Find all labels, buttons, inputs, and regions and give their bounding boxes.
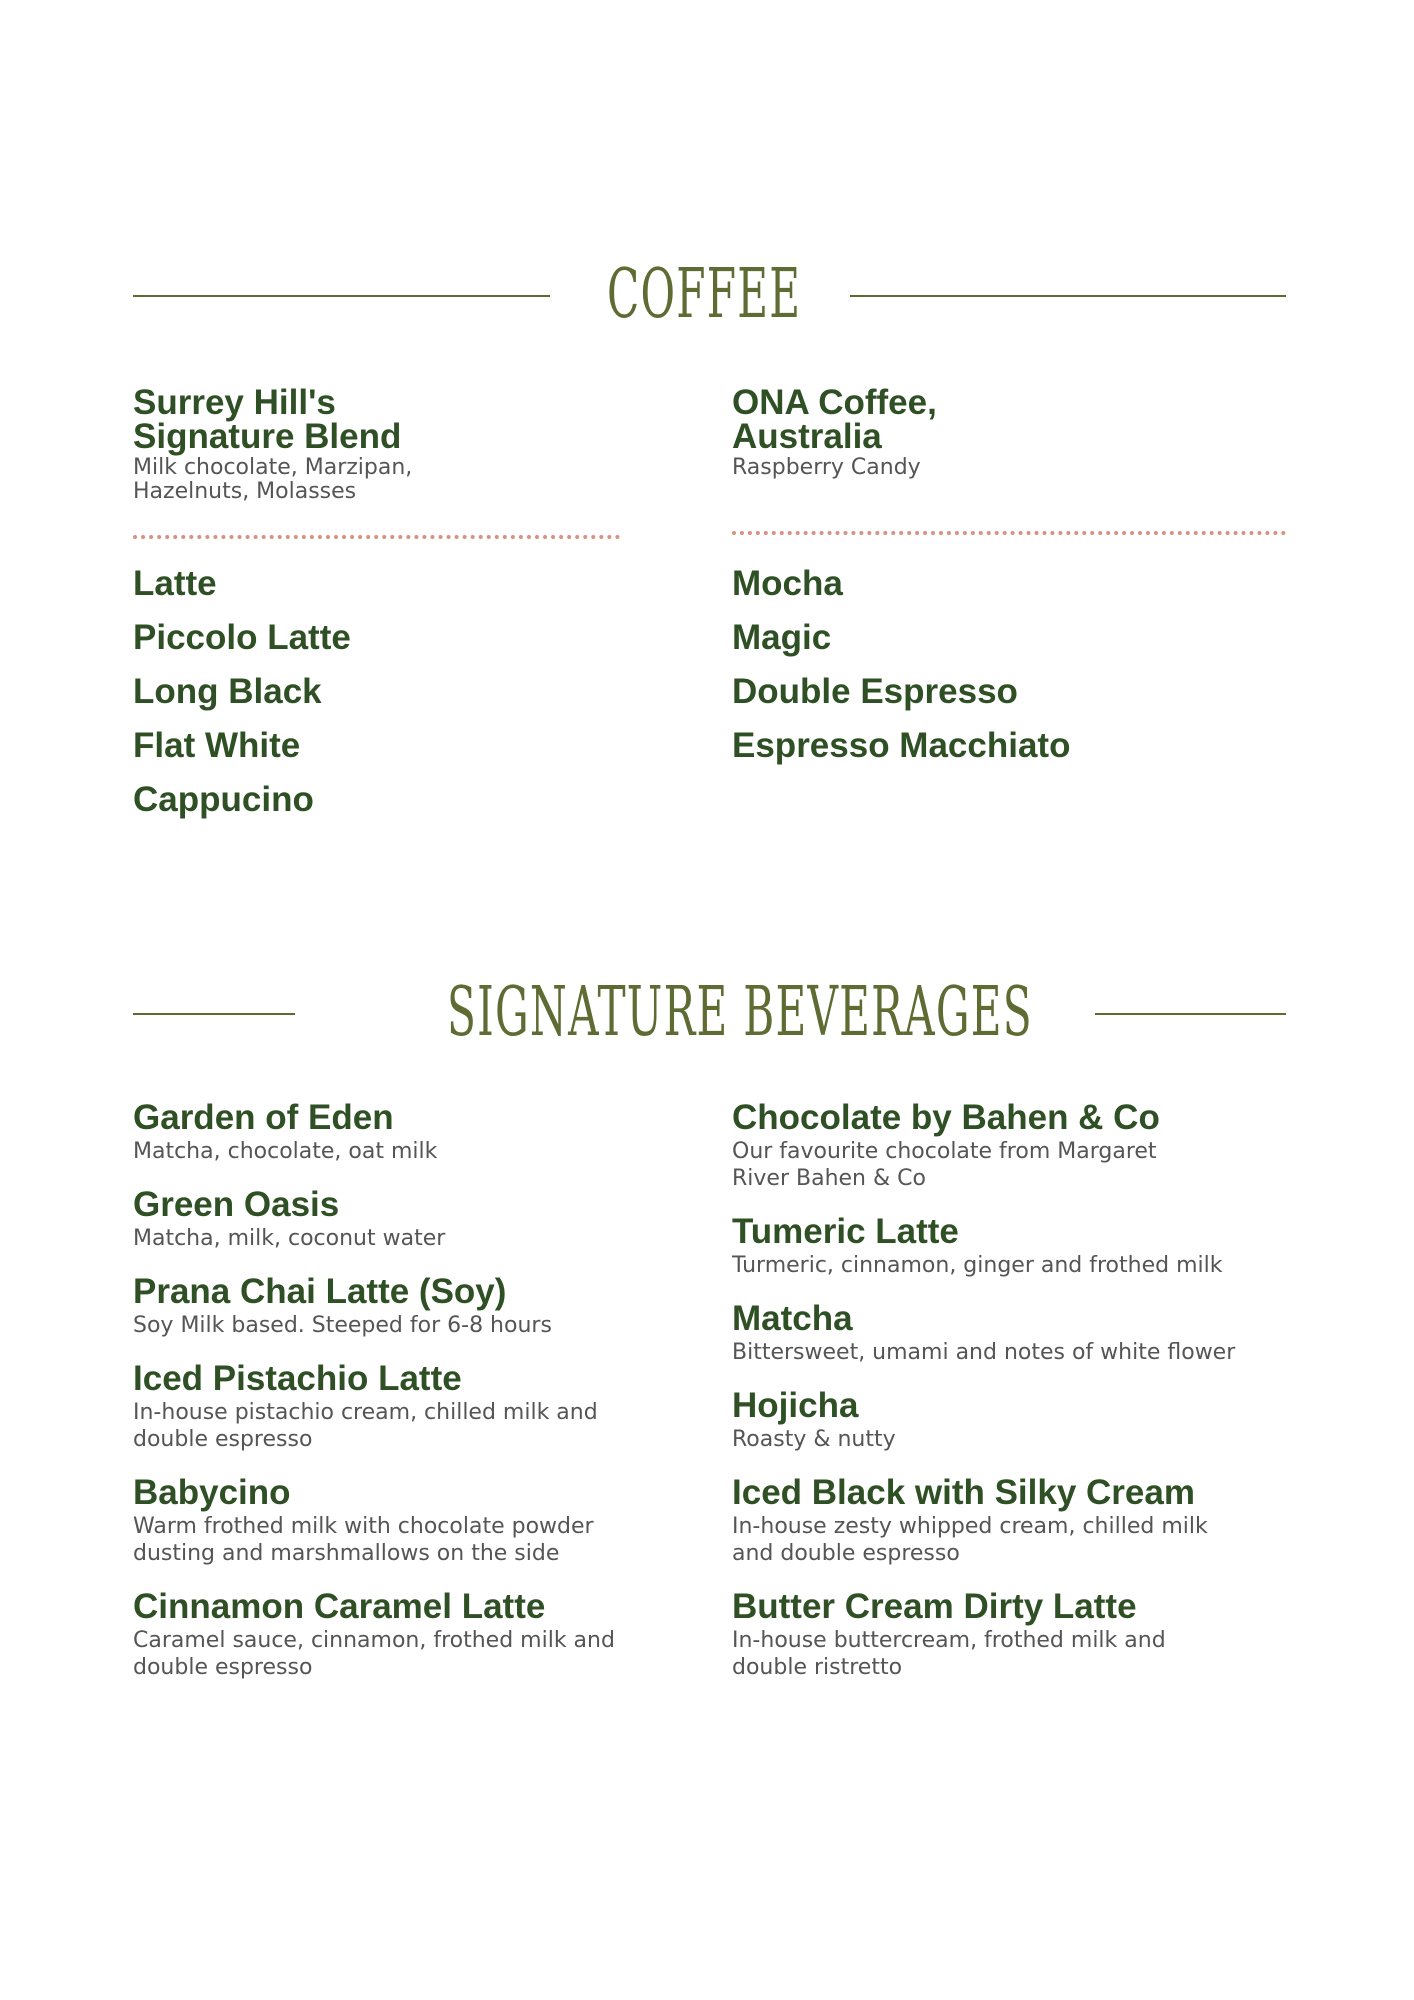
beverage-desc: Warm frothed milk with chocolate powder <box>133 1514 594 1539</box>
beverage-desc: Matcha, milk, coconut water <box>133 1226 446 1251</box>
beverage-item <box>732 1299 1332 1366</box>
beverage-desc: Turmeric, cinnamon, ginger and frothed milk <box>732 1253 1223 1278</box>
signature-header-rule-right <box>1095 1013 1286 1015</box>
beverage-desc: and double espresso <box>732 1541 960 1566</box>
coffee-header-rule-left <box>133 295 550 297</box>
menu-item: Piccolo Latte <box>133 618 351 657</box>
menu-item: Long Black <box>133 672 322 711</box>
coffee-list-left <box>133 557 693 827</box>
coffee-header-rule-right <box>850 295 1286 297</box>
beverage-name: Butter Cream Dirty Latte <box>732 1587 1137 1626</box>
beverage-item <box>732 1212 1332 1279</box>
beverage-item <box>133 1272 703 1339</box>
beverage-desc: In-house zesty whipped cream, chilled milk <box>732 1514 1208 1539</box>
signature-list-left <box>133 1098 703 1701</box>
beverage-name: Tumeric Latte <box>732 1212 959 1251</box>
beverage-name: Matcha <box>732 1299 853 1338</box>
beverage-desc: Roasty & nutty <box>732 1427 896 1452</box>
coffee-header <box>0 255 1414 335</box>
beverage-desc: Our favourite chocolate from Margaret <box>732 1139 1157 1164</box>
dotted-divider-left <box>133 535 620 539</box>
menu-item: Flat White <box>133 726 301 765</box>
beverage-desc: Bittersweet, umami and notes of white flower <box>732 1340 1236 1365</box>
beverage-name: Cinnamon Caramel Latte <box>133 1587 546 1626</box>
beverage-item <box>133 1185 703 1252</box>
blend-notes: Raspberry Candy <box>732 455 921 480</box>
menu-item: Espresso Macchiato <box>732 726 1071 765</box>
beverage-name: Chocolate by Bahen & Co <box>732 1098 1160 1137</box>
signature-header-rule-left <box>133 1013 295 1015</box>
beverage-name: Iced Black with Silky Cream <box>732 1473 1195 1512</box>
beverage-item <box>133 1473 703 1567</box>
beverage-item <box>133 1359 703 1453</box>
beverage-desc: River Bahen & Co <box>732 1166 926 1191</box>
blend-notes: Milk chocolate, Marzipan, <box>133 455 413 480</box>
coffee-list-right <box>732 557 1292 773</box>
menu-item: Mocha <box>732 564 843 603</box>
beverage-desc: double ristretto <box>732 1655 903 1680</box>
blend-ona-coffee <box>732 383 1292 480</box>
menu-item: Latte <box>133 564 217 603</box>
menu-item: Double Espresso <box>732 672 1018 711</box>
beverage-item <box>732 1098 1332 1192</box>
beverage-item <box>732 1587 1332 1681</box>
beverage-desc: In-house buttercream, frothed milk and <box>732 1628 1166 1653</box>
beverage-item <box>732 1386 1332 1453</box>
beverage-desc: Soy Milk based. Steeped for 6-8 hours <box>133 1313 552 1338</box>
beverage-desc: Caramel sauce, cinnamon, frothed milk and <box>133 1628 615 1653</box>
beverage-desc: double espresso <box>133 1427 313 1452</box>
dotted-divider-right <box>732 531 1286 535</box>
beverage-item <box>133 1587 703 1681</box>
coffee-title: COFFEE <box>607 255 802 334</box>
beverage-name: Prana Chai Latte (Soy) <box>133 1272 507 1311</box>
beverage-item <box>732 1473 1332 1567</box>
blend-name: Signature Blend <box>133 417 402 456</box>
blend-surrey-hills <box>133 383 693 504</box>
beverage-name: Garden of Eden <box>133 1098 394 1137</box>
beverage-name: Green Oasis <box>133 1185 340 1224</box>
signature-title: SIGNATURE BEVERAGES <box>447 973 1033 1052</box>
blend-name: Australia <box>732 417 882 456</box>
menu-item: Magic <box>732 618 832 657</box>
beverage-item <box>133 1098 703 1165</box>
beverage-desc: Matcha, chocolate, oat milk <box>133 1139 438 1164</box>
beverage-desc: double espresso <box>133 1655 313 1680</box>
blend-notes: Hazelnuts, Molasses <box>133 479 357 504</box>
blend-name: ONA Coffee, <box>732 383 937 422</box>
beverage-desc: dusting and marshmallows on the side <box>133 1541 560 1566</box>
beverage-name: Iced Pistachio Latte <box>133 1359 462 1398</box>
blend-name: Surrey Hill's <box>133 383 336 422</box>
beverage-name: Hojicha <box>732 1386 859 1425</box>
beverage-desc: In-house pistachio cream, chilled milk and <box>133 1400 598 1425</box>
beverage-name: Babycino <box>133 1473 291 1512</box>
signature-header <box>0 973 1414 1053</box>
menu-item: Cappucino <box>133 780 314 819</box>
signature-list-right <box>732 1098 1332 1701</box>
